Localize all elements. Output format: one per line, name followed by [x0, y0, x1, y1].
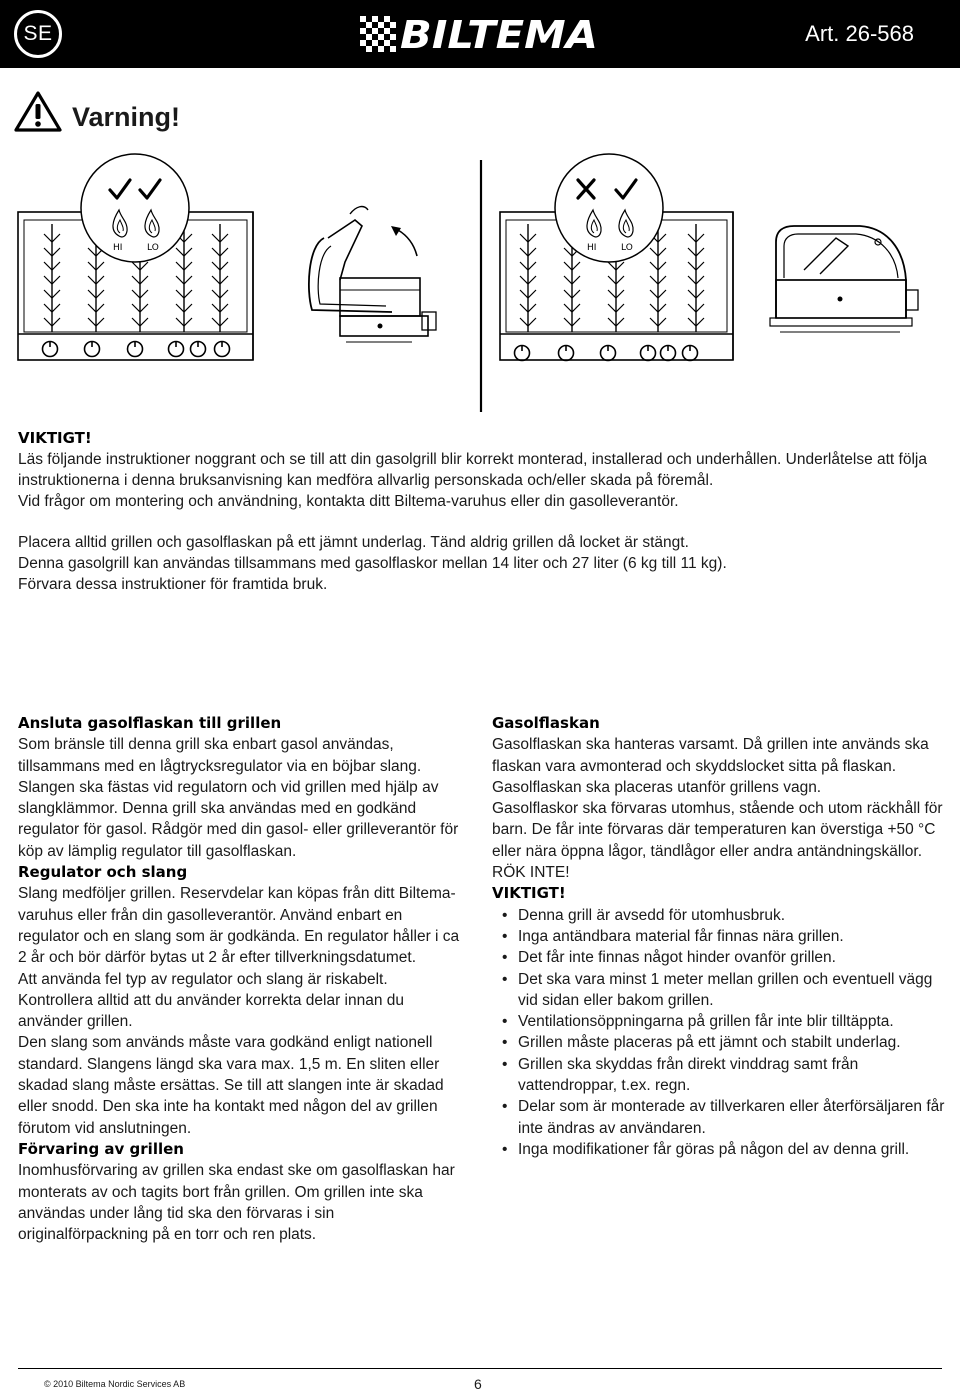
list-item: • Ventilationsöppningarna på grillen får inte blir tilltäppta.: [492, 1011, 948, 1032]
section-body: Den slang som används måste vara godkänd enligt nationell standard. Slangens längd ska vara max. 1,5 m. En sliten eller skadad slang måste ersättas. Se till att slangen inte är skadad eller snodd. Den ska inte ha kontakt med någon del av grillen förutom vid anslutningen.: [18, 1034, 444, 1137]
svg-text:HI: HI: [113, 243, 123, 253]
list-item: • Det ska vara minst 1 meter mellan grillen och eventuell vägg vid sidan eller bakom grillen.: [492, 969, 948, 1012]
section-body: Som bränsle till denna grill ska enbart gasol användas, tillsammans med en lågtrycksregulator via en böjbar slang. Slangen ska fästas vid regulatorn och vid grillen med hjälp av slangklämmor. Denna grill ska användas med en godkänd regulator för gasol. Rådgör med din gasol- eller grilleverantör för köp av lämplig regulator till gasolflaskan.: [18, 736, 459, 860]
intro-paragraph: Placera alltid grillen och gasolflaskan på ett jämnt underlag. Tänd aldrig grillen då locket är stängt.: [18, 534, 689, 551]
svg-text:HI: HI: [587, 243, 597, 253]
list-item: • Det får inte finnas något hinder ovanför grillen.: [492, 947, 948, 968]
warning-icon: [14, 90, 62, 132]
intro-heading: VIKTIGT!: [18, 429, 92, 447]
list-item: • Delar som är monterade av tillverkaren eller återförsäljaren får inte ändras av användaren.: [492, 1096, 948, 1139]
callout-left: [81, 154, 189, 262]
intro-paragraph: Förvara dessa instruktioner för framtida bruk.: [18, 576, 328, 593]
list-item: • Grillen måste placeras på ett jämnt och stabilt underlag.: [492, 1032, 948, 1053]
intro-paragraph: Läs följande instruktioner noggrant och se till att din gasolgrill blir korrekt monterad, installerad och underhållen. Underlåtelse att följa instruktionerna i denna bruksanvisning kan medföra allvarlig personskada och/eller skada på föremål.: [18, 451, 927, 489]
section-body: Gasolflaskan ska hanteras varsamt. Då grillen inte används ska flaskan vara avmonterad och skyddslocket sitta på flaskan. Gasolflaskan ska placeras utanför grillens vagn.: [492, 736, 929, 796]
intro-paragraph: Vid frågor om montering och användning, kontakta ditt Biltema-varuhus eller din gasolleverantör.: [18, 493, 679, 510]
section-body: Att använda fel typ av regulator och slang är riskabelt. Kontrollera alltid att du använder korrekta delar innan du använder grillen.: [18, 970, 405, 1031]
left-column: [18, 713, 463, 1245]
section-heading: VIKTIGT!: [492, 884, 566, 903]
article-number: Art. 26-568: [805, 21, 914, 46]
section-heading: Gasolflaskan: [492, 714, 600, 732]
intro-paragraph: Denna gasolgrill kan användas tillsammans med gasolflaskor mellan 14 liter och 27 liter (6 kg till 11 kg).: [18, 555, 727, 572]
section-body: Gasolflaskor ska förvaras utomhus, stående och utom räckhåll för barn. De får inte förvaras där temperaturen kan överstiga +50 °C eller nära öppna lågor, tändlågor eller andra antändningskällor. RÖK INTE!: [492, 800, 943, 882]
svg-text:LO: LO: [621, 243, 633, 253]
footer-copyright: © 2010 Biltema Nordic Services AB: [44, 1379, 186, 1389]
svg-text:BILTEMA: BILTEMA: [400, 16, 598, 52]
section-heading: Regulator och slang: [18, 863, 188, 882]
footer-divider: [18, 1368, 942, 1369]
page-number: 6: [474, 1376, 482, 1392]
section-body: Inomhusförvaring av grillen ska endast ske om gasolflaskan har monterats av och tagits bort från grillen. Om grillen inte ska användas under lång tid ska den förvaras i sin originalförpackning på en torr och ren plats.: [18, 1162, 455, 1244]
svg-text:LO: LO: [147, 243, 159, 253]
section-heading: Ansluta gasolflaskan till grillen: [18, 714, 282, 732]
safety-bullet-list: [492, 905, 948, 1161]
grill-side-view-open: [309, 207, 436, 342]
callout-right: [555, 154, 663, 262]
section-body: Slang medföljer grillen. Reservdelar kan köpas från ditt Biltema-varuhus eller från din gasolleverantör. Använd enbart en regulator och en slang som är godkända. En regulator håller i ca 2 år och bör därför bytas ut 2 år efter tillverkningsdatumet.: [18, 885, 460, 967]
biltema-logo: [360, 16, 600, 52]
list-item: • Grillen ska skyddas från direkt vinddrag samt från vattendroppar, t.ex. regn.: [492, 1054, 948, 1097]
list-item: • Denna grill är avsedd för utomhusbruk.: [492, 905, 948, 926]
language-badge: SE: [14, 10, 62, 58]
right-column: [492, 713, 948, 1160]
list-item: • Inga antändbara material får finnas nära grillen.: [492, 926, 948, 947]
page-header: [0, 0, 960, 68]
section-heading: Förvaring av grillen: [18, 1139, 184, 1158]
grill-illustration: [0, 150, 960, 420]
intro-section: [18, 428, 938, 595]
warning-title: Varning!: [72, 102, 181, 132]
list-item: • Inga modifikationer får göras på någon del av denna grill.: [492, 1139, 948, 1160]
grill-side-view-closed: [770, 226, 918, 332]
